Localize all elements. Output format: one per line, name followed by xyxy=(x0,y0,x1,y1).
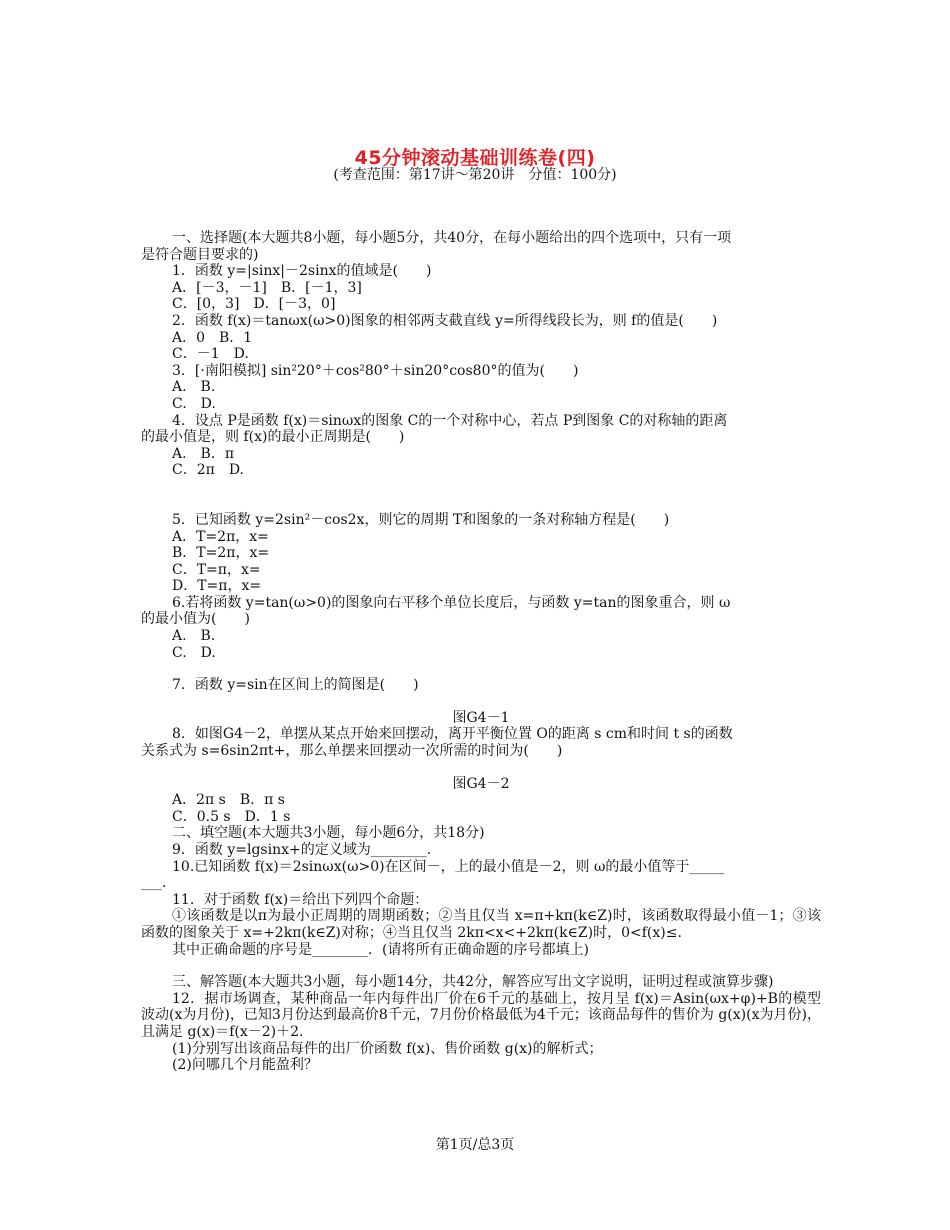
q2-options-ab: A．0 B．1 xyxy=(172,329,253,346)
q1-options-cd: C．[0，3] D．[－3，0] xyxy=(172,296,336,313)
question-2: 2．函数 f(x)＝tanωx(ω>0)图象的相邻两支截直线 y=所得线段长为，则 f的值是( ) xyxy=(172,312,718,329)
q5-option-a: A．T=2π，x= xyxy=(172,528,269,545)
q6-options-cd: C. D. xyxy=(172,644,216,661)
exam-body xyxy=(141,230,821,1074)
question-10-cont: ___. xyxy=(141,875,167,892)
section-choice-heading-cont: 是符合题目要求的) xyxy=(141,246,259,263)
question-6: 6.若将函数 y=tan(ω>0)的图象向右平移个单位长度后，与函数 y=tan的图象重合，则 ω xyxy=(172,594,731,611)
q1-options-ab: A．[－3，－1] B．[－1，3] xyxy=(172,279,362,296)
section-choice-heading: 一、选择题(本大题共8小题，每小题5分，共40分，在每小题给出的四个选项中，只有一项 xyxy=(172,230,732,246)
question-11-answer-prompt: 其中正确命题的序号是________．(请将所有正确命题的序号都填上) xyxy=(172,941,589,958)
page-title: 45分钟滚动基础训练卷(四) xyxy=(354,147,596,169)
question-1: 1．函数 y=|sinx|－2sinx的值域是( ) xyxy=(172,263,432,280)
q4-options-ab: A. B．π xyxy=(172,445,235,462)
question-11-propositions: ①该函数是以π为最小正周期的周期函数；②当且仅当 x=π+kπ(k∈Z)时，该函数取得最小值－1；③该函数的图象关于 x=+2kπ(k∈Z)对称；④当且仅当 2kπ<x<+2kπ(k∈Z)时，0<f(x)≤. xyxy=(141,908,821,941)
question-5: 5．已知函数 y=2sin²－cos2x，则它的周期 T和图象的一条对称轴方程是( ) xyxy=(172,511,670,528)
question-12-part-1: (1)分别写出该商品每件的出厂价函数 f(x)、售价函数 g(x)的解析式； xyxy=(172,1040,603,1057)
page-number: 第1页/总3页 xyxy=(435,1137,515,1153)
q3-options-cd: C. D. xyxy=(172,395,216,412)
q5-option-c: C．T=π，x= xyxy=(172,561,261,578)
section-answer-heading: 三、解答题(本大题共3小题，每小题14分，共42分，解答应写出文字说明，证明过程或演算步骤) xyxy=(172,974,774,991)
q2-options-cd: C．－1 D. xyxy=(172,346,249,363)
question-9: 9．函数 y=lgsinx+的定义域为________. xyxy=(172,842,432,858)
q3-options-ab: A. B. xyxy=(172,379,216,396)
question-3: 3．[·南阳模拟] sin²20°＋cos²80°＋sin20°cos80°的值为( ) xyxy=(172,362,579,379)
q5-option-d: D．T=π，x= xyxy=(172,578,262,595)
q4-options-cd: C．2π D. xyxy=(172,462,244,479)
question-12-part-2: (2)问哪几个月能盈利？ xyxy=(172,1057,318,1074)
q8-options-ab: A．2π s B．π s xyxy=(172,792,285,809)
page-subtitle: (考查范围：第17讲～第20讲 分值：100分) xyxy=(333,167,617,183)
q8-options-cd: C．0.5 s D．1 s xyxy=(172,808,291,825)
question-10: 10.已知函数 f(x)＝2sinωx(ω>0)在区间－，上的最小值是－2，则 ω的最小值等于_____ xyxy=(172,858,725,875)
question-7: 7．函数 y=sin在区间上的简图是( ) xyxy=(172,677,419,694)
question-12: 12．据市场调查，某种商品一年内每件出厂价在6千元的基础上，按月呈 f(x)＝Asin(ωx+φ)+B的模型波动(x为月份)，已知3月份达到最高价8千元，7月份价格最低为4千元；该商品每件的售价为 g(x)(x为月份)，且满足 g(x)＝f(x－2)＋2. xyxy=(141,990,821,1040)
figure-caption-g4-1: 图G4－1 xyxy=(452,709,510,726)
section-fill-heading: 二、填空题(本大题共3小题，每小题6分，共18分) xyxy=(172,825,485,842)
question-6-cont: 的最小值为( ) xyxy=(141,611,250,628)
question-4-cont: 的最小值是，则 f(x)的最小正周期是( ) xyxy=(141,429,405,446)
question-8-cont: 关系式为 s=6sin2πt+，那么单摆来回摆动一次所需的时间为( ) xyxy=(141,743,563,760)
question-8: 8．如图G4－2，单摆从某点开始来回摆动，离开平衡位置 O的距离 s cm和时间 t s的函数 xyxy=(172,726,733,743)
q6-options-ab: A. B. xyxy=(172,628,216,645)
figure-caption-g4-2: 图G4－2 xyxy=(452,775,510,792)
q5-option-b: B．T=2π，x= xyxy=(172,545,270,562)
question-4: 4．设点 P是函数 f(x)＝sinωx的图象 C的一个对称中心，若点 P到图象 C的对称轴的距离 xyxy=(172,412,728,429)
question-11: 11．对于函数 f(x)＝给出下列四个命题： xyxy=(172,891,429,908)
